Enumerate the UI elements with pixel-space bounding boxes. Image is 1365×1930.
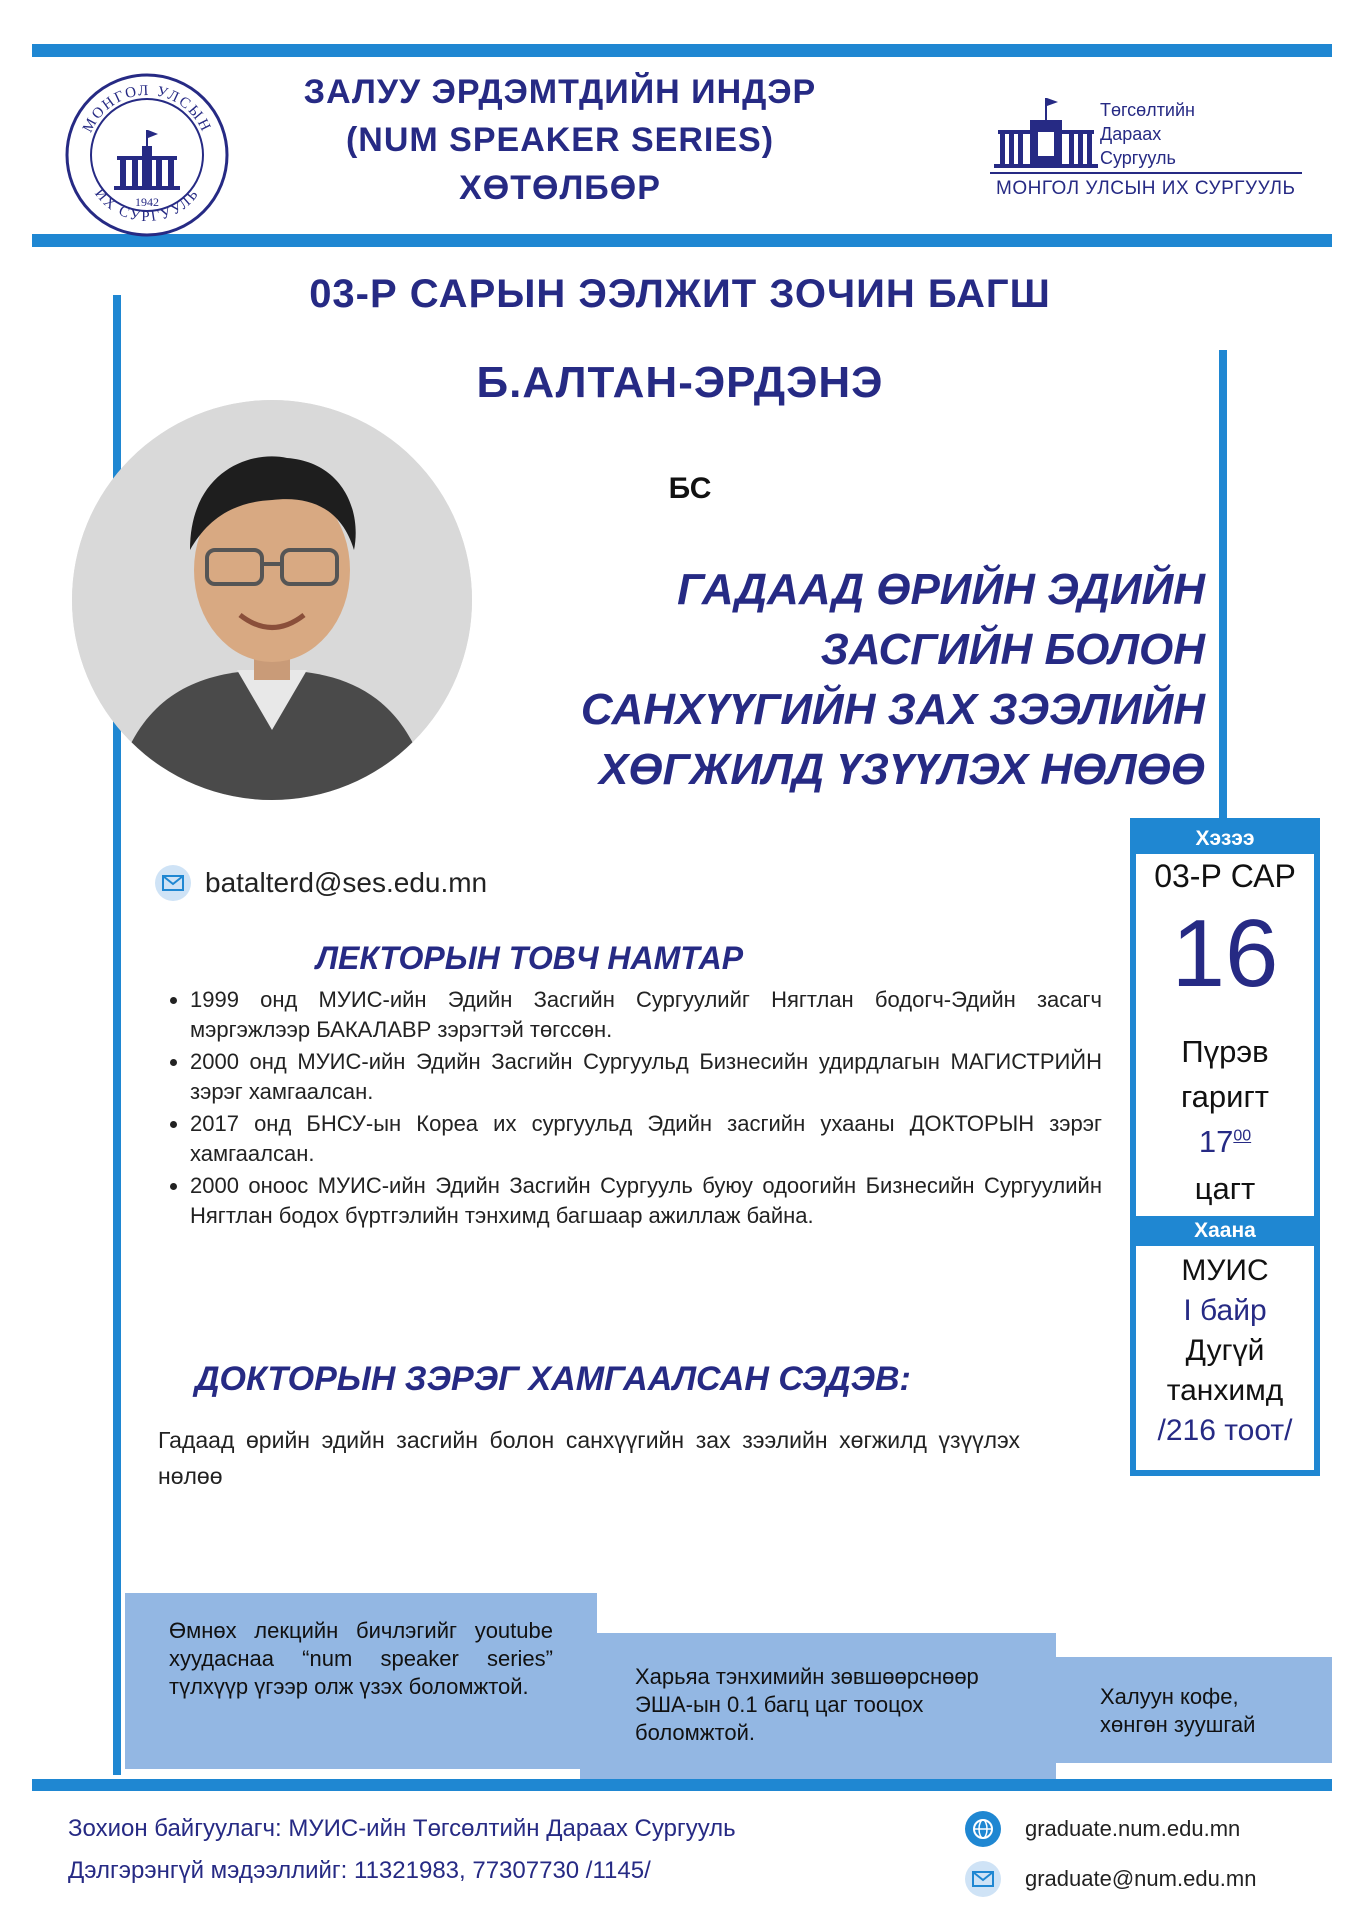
event-month: 03-Р САР: [1154, 858, 1296, 894]
program-title-line2: (NUM SPEAKER SERIES): [345, 121, 775, 159]
bio-item: • 2000 оноос МУИС-ийн Эдийн Засгийн Сургууль буюу одоогийн Бизнесийн Сургуулийн Нягтлан бодох бүртгэлийн тэнхимд багшаар ажиллаж байна.: [190, 1171, 1102, 1231]
event-day: 16: [1171, 900, 1279, 1007]
venue-line5: /216 тоот/: [1157, 1414, 1293, 1447]
event-time-hour: 17: [1198, 1124, 1234, 1159]
lecture-topic-line4: ХӨГЖИЛД ҮЗҮҮЛЭХ НӨЛӨӨ: [599, 745, 1205, 794]
venue-line2: I байр: [1183, 1294, 1267, 1327]
university-seal-logo: [62, 70, 232, 240]
seal-top-text: МОНГОЛ УЛСЫН: [79, 82, 215, 136]
speaker-email[interactable]: batalterd@ses.edu.mn: [205, 867, 488, 898]
bio-heading: ЛЕКТОРЫН ТОВЧ НАМТАР: [316, 940, 744, 976]
event-time-suffix: цагт: [1194, 1171, 1256, 1206]
speaker-degree: БС: [668, 472, 712, 505]
event-time-minutes: 00: [1233, 1127, 1252, 1145]
graduate-logo-university: МОНГОЛ УЛСЫН ИХ СУРГУУЛЬ: [996, 178, 1296, 199]
right-frame-bar: [1219, 350, 1227, 820]
footer-website-row[interactable]: [965, 1808, 1256, 1850]
when-label: Хэзээ: [1136, 824, 1314, 854]
perk-refreshments: Халуун кофе, хөнгөн зуушгай: [1040, 1657, 1332, 1763]
event-subtitle: 03-Р САРЫН ЭЭЛЖИТ ЗОЧИН БАГШ: [309, 272, 1051, 316]
footer-organizer: Зохион байгуулагч: МУИС-ийн Төгсөлтийн Дараах Сургууль: [68, 1815, 736, 1842]
program-title: [250, 68, 870, 212]
lecture-topic-line1: ГАДААД ӨРИЙН ЭДИЙН: [677, 565, 1205, 614]
venue-line3: Дугүй: [1185, 1334, 1265, 1367]
footer-top-bar: [32, 1779, 1332, 1791]
bio-item: • 2000 онд МУИС-ийн Эдийн Засгийн Сургуульд Бизнесийн удирдлагын МАГИСТРИЙН зэрэг хамгаалсан.: [190, 1047, 1102, 1107]
graduate-logo-line1: Төгсөлтийн: [1100, 100, 1195, 120]
event-weekday-line1: Пүрэв: [1181, 1034, 1269, 1069]
globe-icon: [965, 1811, 1001, 1847]
footer-contact: Дэлгэрэнгүй мэдээллийг: 11321983, 77307730 /1145/: [68, 1857, 651, 1884]
when-where-box: [1130, 818, 1320, 1476]
lecture-topic: [505, 560, 1205, 800]
graduate-logo-line2: Дараах: [1100, 124, 1162, 144]
perk-credit-hours: Харьяа тэнхимийн зөвшөөрснөөр ЭША-ын 0.1 багц цаг тооцох боломжтой.: [580, 1633, 1056, 1779]
venue-line1: МУИС: [1181, 1254, 1269, 1287]
bio-item: • 2017 онд БНСУ-ын Кореа их сургуульд Эдийн засгийн ухааны ДОКТОРЫН зэрэг хамгаалсан.: [190, 1109, 1102, 1169]
thesis-text: Гадаад өрийн эдийн засгийн болон санхүүгийн зах зээлийн хөгжилд үзүүлэх нөлөө: [158, 1427, 1020, 1489]
where-label: Хаана: [1136, 1216, 1314, 1246]
event-time: [1136, 1124, 1314, 1160]
event-weekday-line2: гаригт: [1181, 1079, 1269, 1114]
footer-website[interactable]: graduate.num.edu.mn: [1025, 1816, 1241, 1841]
footer-email[interactable]: graduate@num.edu.mn: [1025, 1866, 1257, 1891]
lecture-topic-line3: САНХҮҮГИЙН ЗАХ ЗЭЭЛИЙН: [580, 685, 1205, 734]
program-title-line3: ХӨТӨЛБӨР: [459, 169, 661, 207]
thesis-heading: ДОКТОРЫН ЗЭРЭГ ХАМГААЛСАН СЭДЭВ:: [195, 1360, 911, 1398]
mail-icon: [155, 865, 191, 901]
seal-year: 1942: [135, 195, 159, 209]
footer-email-row[interactable]: [965, 1858, 1256, 1900]
graduate-logo-line3: Сургууль: [1100, 148, 1176, 168]
seal-bottom-text: ИХ СУРГУУЛЬ: [91, 185, 203, 226]
bio-item: • 1999 онд МУИС-ийн Эдийн Засгийн Сургуулийг Нягтлан бодогч-Эдийн засагч мэргэжлээр БАКАЛАВР зэрэгтэй төгссөн.: [190, 985, 1102, 1045]
perk-recordings: Өмнөх лекцийн бичлэгийг youtube хуудаснаа “num speaker series” түлхүүр үгээр олж үзэх боломжтой.: [125, 1593, 597, 1769]
bio-list: [150, 985, 1102, 1233]
top-bar: [32, 44, 1332, 57]
lecture-topic-line2: ЗАСГИЙН БОЛОН: [820, 625, 1205, 674]
graduate-school-logo: [990, 90, 1310, 210]
graduate-logo-rule: [990, 172, 1302, 174]
speaker-name: Б.АЛТАН-ЭРДЭНЭ: [476, 358, 884, 407]
footer-links: [965, 1808, 1256, 1908]
graduate-building-icon: [994, 92, 1098, 172]
speaker-photo: [72, 400, 472, 800]
venue-line4: танхимд: [1166, 1374, 1284, 1407]
speaker-email-row[interactable]: [155, 865, 487, 901]
footer-organizer-block: [68, 1808, 736, 1892]
program-title-line1: ЗАЛУУ ЭРДЭМТДИЙН ИНДЭР: [303, 73, 817, 111]
mail-icon: [965, 1861, 1001, 1897]
